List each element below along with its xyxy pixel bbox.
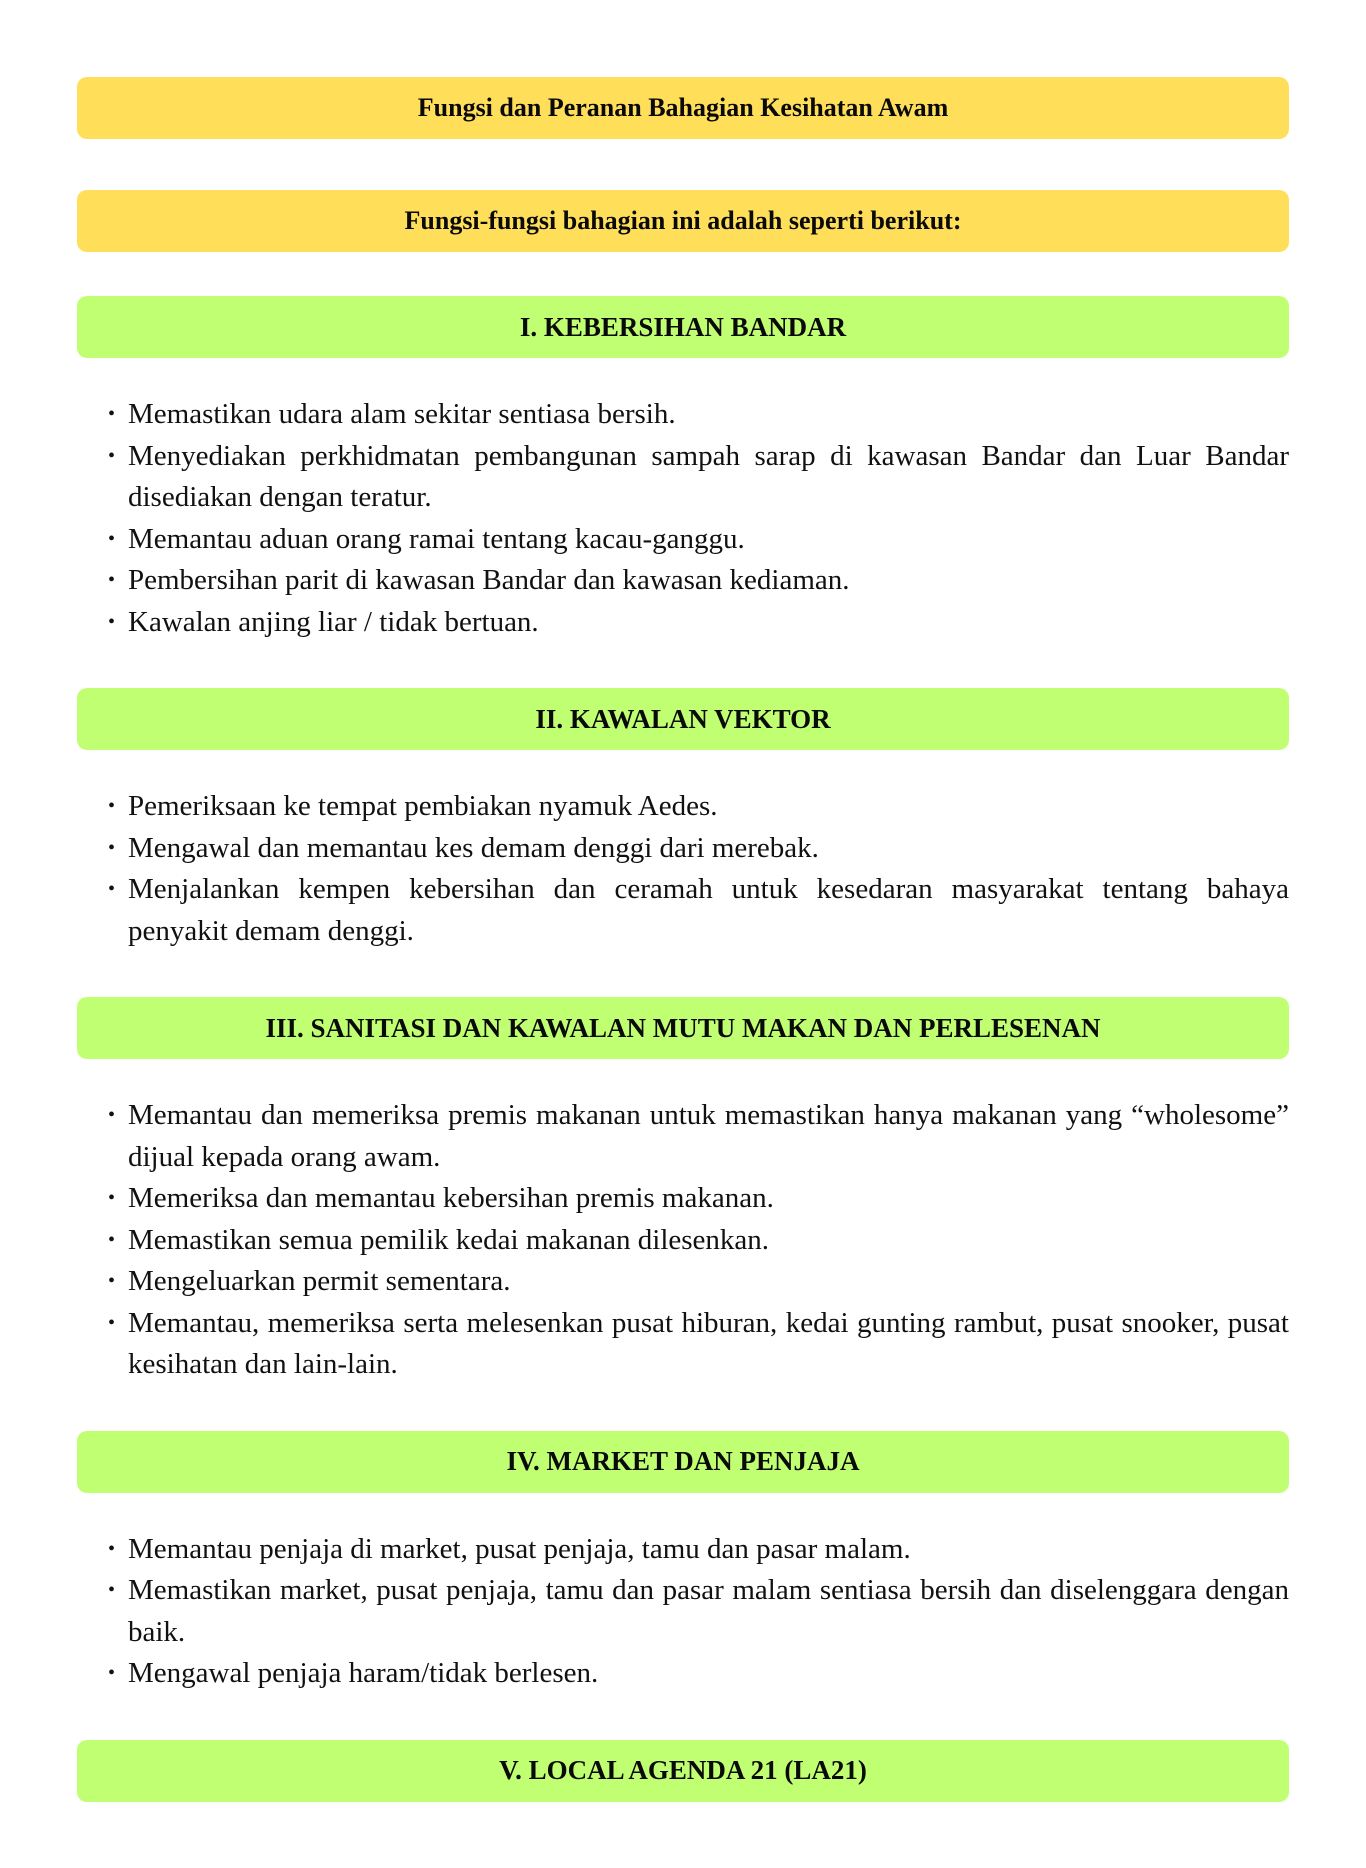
section-heading-bar-local-agenda-21 bbox=[77, 1740, 1289, 1802]
page-title: Fungsi dan Peranan Bahagian Kesihatan Awam bbox=[417, 93, 949, 122]
bullet-icon: • bbox=[108, 836, 116, 859]
list-item bbox=[108, 869, 1289, 952]
list-item-text: Mengeluarkan permit sementara. bbox=[128, 1265, 511, 1297]
section-heading-bar-sanitasi bbox=[77, 997, 1289, 1059]
list-item-text: Mengawal dan memantau kes demam denggi dari merebak. bbox=[128, 831, 819, 864]
intro-text: Fungsi-fungsi bahagian ini adalah seperti berikut: bbox=[404, 206, 962, 235]
list-item bbox=[108, 602, 1289, 644]
list-item-text: Memastikan semua pemilik kedai makanan dilesenkan. bbox=[128, 1223, 770, 1256]
list-item-text: Menyediakan perkhidmatan pembangunan sampah sarap di kawasan Bandar dan Luar Bandar disediakan dengan teratur. bbox=[128, 439, 1289, 513]
section-heading: IV. MARKET DAN PENJAJA bbox=[506, 1446, 860, 1476]
section-heading-bar-kebersihan-bandar bbox=[77, 296, 1289, 358]
list-item-text: Memantau aduan orang ramai tentang kacau-ganggu. bbox=[128, 522, 745, 555]
bullet-icon: • bbox=[108, 1311, 116, 1334]
list-item bbox=[108, 1570, 1289, 1653]
intro-bar bbox=[77, 190, 1289, 252]
list-item-text: Mengawal penjaja haram/tidak berlesen. bbox=[128, 1657, 599, 1689]
section-list-kawalan-vektor bbox=[77, 786, 1289, 952]
section-heading-bar-kawalan-vektor bbox=[77, 688, 1289, 750]
section-heading: V. LOCAL AGENDA 21 (LA21) bbox=[499, 1755, 867, 1785]
bullet-icon: • bbox=[108, 1187, 116, 1209]
bullet-icon: • bbox=[108, 1104, 116, 1126]
bullet-icon: • bbox=[108, 444, 116, 467]
page-title-bar bbox=[77, 77, 1289, 139]
list-item bbox=[108, 786, 1289, 828]
section-heading: I. KEBERSIHAN BANDAR bbox=[519, 311, 847, 342]
section-list-market-dan-penjaja bbox=[77, 1529, 1289, 1695]
bullet-icon: • bbox=[108, 1579, 116, 1601]
list-item-text: Memastikan udara alam sekitar sentiasa bersih. bbox=[128, 398, 676, 430]
bullet-icon: • bbox=[108, 878, 116, 900]
list-item bbox=[108, 560, 1289, 602]
section-heading: III. SANITASI DAN KAWALAN MUTU MAKAN DAN PERLESENAN bbox=[265, 1012, 1101, 1043]
list-item-text: Kawalan anjing liar / tidak bertuan. bbox=[128, 605, 539, 638]
list-item bbox=[108, 436, 1289, 519]
list-item-text: Memantau penjaja di market, pusat penjaja, tamu dan pasar malam. bbox=[128, 1532, 911, 1565]
list-item bbox=[108, 1529, 1289, 1571]
list-item-text: Memantau dan memeriksa premis makanan untuk memastikan hanya makanan yang “wholesome” dijual kepada orang awam. bbox=[128, 1099, 1289, 1173]
document-page bbox=[77, 0, 1289, 1802]
list-item-text: Memeriksa dan memantau kebersihan premis makanan. bbox=[128, 1182, 774, 1214]
bullet-icon: • bbox=[108, 527, 116, 550]
list-item-text: Pemeriksaan ke tempat pembiakan nyamuk Aedes. bbox=[128, 790, 718, 822]
list-item-text: Menjalankan kempen kebersihan dan ceramah untuk kesedaran masyarakat tentang bahaya penyakit demam denggi. bbox=[128, 873, 1289, 947]
list-item bbox=[108, 1261, 1289, 1303]
section-list-kebersihan-bandar bbox=[77, 394, 1289, 643]
list-item bbox=[108, 519, 1289, 561]
list-item bbox=[108, 1095, 1289, 1178]
list-item-text: Pembersihan parit di kawasan Bandar dan kawasan kediaman. bbox=[128, 564, 850, 596]
list-item bbox=[108, 828, 1289, 870]
list-item bbox=[108, 1303, 1289, 1386]
list-item bbox=[108, 1178, 1289, 1220]
section-heading-bar-market-dan-penjaja bbox=[77, 1431, 1289, 1493]
bullet-icon: • bbox=[108, 795, 116, 817]
section-list-sanitasi bbox=[77, 1095, 1289, 1386]
list-item bbox=[108, 394, 1289, 436]
bullet-icon: • bbox=[108, 1270, 116, 1292]
list-item-text: Memantau, memeriksa serta melesenkan pusat hiburan, kedai gunting rambut, pusat snooker, pusat kesihatan dan lain-lain. bbox=[128, 1306, 1289, 1380]
bullet-icon: • bbox=[108, 610, 116, 633]
bullet-icon: • bbox=[108, 1537, 116, 1560]
bullet-icon: • bbox=[108, 1662, 116, 1684]
list-item bbox=[108, 1653, 1289, 1695]
bullet-icon: • bbox=[108, 569, 116, 591]
list-item-text: Memastikan market, pusat penjaja, tamu dan pasar malam sentiasa bersih dan diselenggara dengan baik. bbox=[128, 1574, 1289, 1648]
bullet-icon: • bbox=[108, 403, 116, 425]
list-item bbox=[108, 1220, 1289, 1262]
section-heading: II. KAWALAN VEKTOR bbox=[535, 703, 831, 734]
bullet-icon: • bbox=[108, 1228, 116, 1251]
